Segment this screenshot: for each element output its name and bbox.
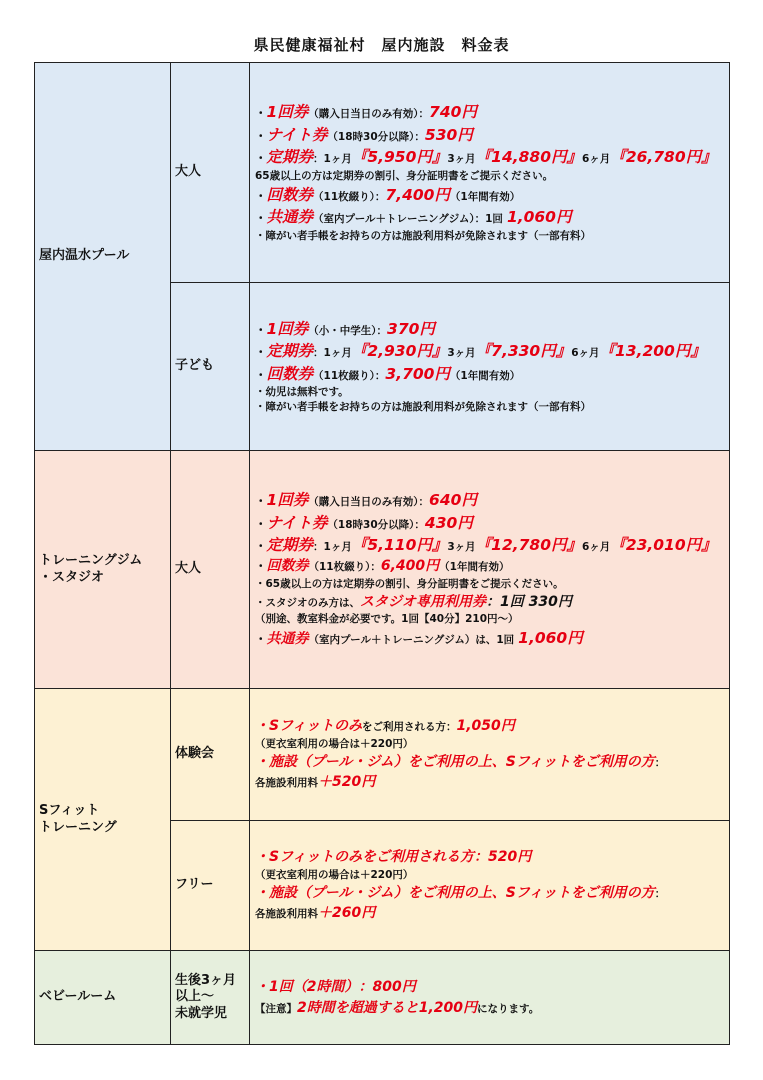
sfit-free-content — [250, 821, 730, 951]
baby-content — [250, 951, 730, 1045]
sfit-category-line-2: トレーニング — [39, 819, 117, 835]
sfit-free-line-3: ・施設（プール・ジム）をご利用の上、Sフィットをご利用の方： — [255, 884, 666, 901]
sfit-free-line-2: （更衣室利用の場合は＋220円） — [255, 868, 414, 881]
sfit-free-label-cell — [171, 821, 250, 951]
baby-age-cell — [171, 951, 250, 1045]
baby-age-line-2: 以上～ — [175, 989, 215, 1005]
pool-adult-line-2: ・ナイト券（18時30分以降）：530円 — [255, 125, 473, 144]
sfit-trial-label-cell — [171, 689, 250, 821]
gym-line-5: ・65歳以上の方は定期券の割引、身分証明書をご提示ください。 — [255, 577, 564, 590]
sfit-trial-label: 体験会 — [175, 746, 215, 762]
gym-line-2: ・ナイト券（18時30分以降）：430円 — [255, 513, 473, 532]
pool-child-line-1: ・1回券（小・中学生）：370円 — [255, 319, 435, 338]
pool-adult-content — [250, 63, 730, 283]
baby-line-2: 【注意】2時間を超過すると1,200円になります。 — [255, 999, 540, 1016]
pool-adult-label-cell — [171, 63, 250, 283]
pool-child-content — [250, 283, 730, 451]
pool-category-cell — [35, 63, 171, 451]
baby-row — [35, 951, 730, 1045]
sfit-trial-row — [35, 689, 730, 821]
gym-line-6: ・スタジオのみ方は、スタジオ専用利用券：1回 330円 — [255, 593, 572, 610]
sfit-trial-content — [250, 689, 730, 821]
pool-child-line-2: ・定期券：1ヶ月『2,930円』3ヶ月『7,330円』6ヶ月『13,200円』 — [255, 342, 706, 361]
sfit-trial-line-1: ・Sフィットのみをご利用される方：1,050円 — [255, 718, 515, 735]
sfit-category-line-1: Sフィット — [39, 803, 100, 819]
pool-adult-line-4: 65歳以上の方は定期券の割引、身分証明書をご提示ください。 — [255, 169, 554, 182]
baby-age-line-3: 未就学児 — [175, 1005, 228, 1021]
sfit-trial-line-3: ・施設（プール・ジム）をご利用の上、Sフィットをご利用の方： — [255, 753, 666, 770]
pool-adult-line-5: ・回数券（11枚綴り）：7,400円（1年間有効） — [255, 185, 521, 204]
baby-category-cell — [35, 951, 171, 1045]
pool-adult-line-3: ・定期券：1ヶ月『5,950円』3ヶ月『14,880円』6ヶ月『26,780円』 — [255, 148, 717, 167]
pool-child-line-4: ・幼児は無料です。 — [255, 385, 349, 398]
pool-adult-row — [35, 63, 730, 283]
sfit-trial-line-4: 各施設利用料＋520円 — [255, 774, 376, 791]
gym-line-1: ・1回券（購入日当日のみ有効）：640円 — [255, 491, 477, 510]
pool-child-line-3: ・回数券（11枚綴り）：3,700円（1年間有効） — [255, 364, 521, 383]
pool-category: 屋内温水プール — [39, 248, 130, 264]
page-title: 県民健康福祉村 屋内施設 料金表 — [253, 36, 510, 54]
fee-table — [34, 62, 730, 1045]
baby-line-1: ・1回（2時間）：800円 — [255, 979, 416, 996]
pool-child-line-5: ・障がい者手帳をお持ちの方は施設利用料が免除されます（一部有料） — [255, 401, 591, 414]
sfit-trial-line-2: （更衣室利用の場合は＋220円） — [255, 737, 414, 750]
gym-category-line-1: トレーニングジム — [39, 553, 143, 569]
pool-adult-label: 大人 — [175, 164, 202, 180]
pool-child-label-cell — [171, 283, 250, 451]
gym-category-line-2: ・スタジオ — [39, 569, 105, 585]
gym-line-3: ・定期券：1ヶ月『5,110円』3ヶ月『12,780円』6ヶ月『23,010円』 — [255, 535, 717, 554]
gym-line-4: ・回数券（11枚綴り）：6,400円（1年間有効） — [255, 558, 510, 575]
baby-category: ベビールーム — [39, 989, 117, 1005]
gym-adult-content — [250, 451, 730, 689]
pool-adult-line-6: ・共通券（室内プール＋トレーニングジム）：1回 1,060円 — [255, 208, 572, 227]
gym-line-8: ・共通券（室内プール＋トレーニングジム）は、1回 1,060円 — [255, 629, 583, 648]
sfit-free-line-1: ・Sフィットのみをご利用される方：520円 — [255, 849, 532, 866]
sfit-free-label: フリー — [175, 877, 214, 893]
pool-adult-line-7: ・障がい者手帳をお持ちの方は施設利用料が免除されます（一部有料） — [255, 229, 591, 242]
gym-category-cell — [35, 451, 171, 689]
sfit-free-line-4: 各施設利用料＋260円 — [255, 905, 376, 922]
baby-age-line-1: 生後3ヶ月 — [175, 973, 237, 989]
gym-adult-label-cell — [171, 451, 250, 689]
gym-row — [35, 451, 730, 689]
gym-adult-label: 大人 — [175, 561, 202, 577]
gym-line-7: （別途、教室料金が必要です。1回【40分】210円～） — [255, 613, 519, 626]
sfit-category-cell — [35, 689, 171, 951]
pool-adult-line-1: ・1回券（購入日当日のみ有効）：740円 — [255, 103, 477, 122]
pool-child-label: 子ども — [175, 358, 215, 374]
